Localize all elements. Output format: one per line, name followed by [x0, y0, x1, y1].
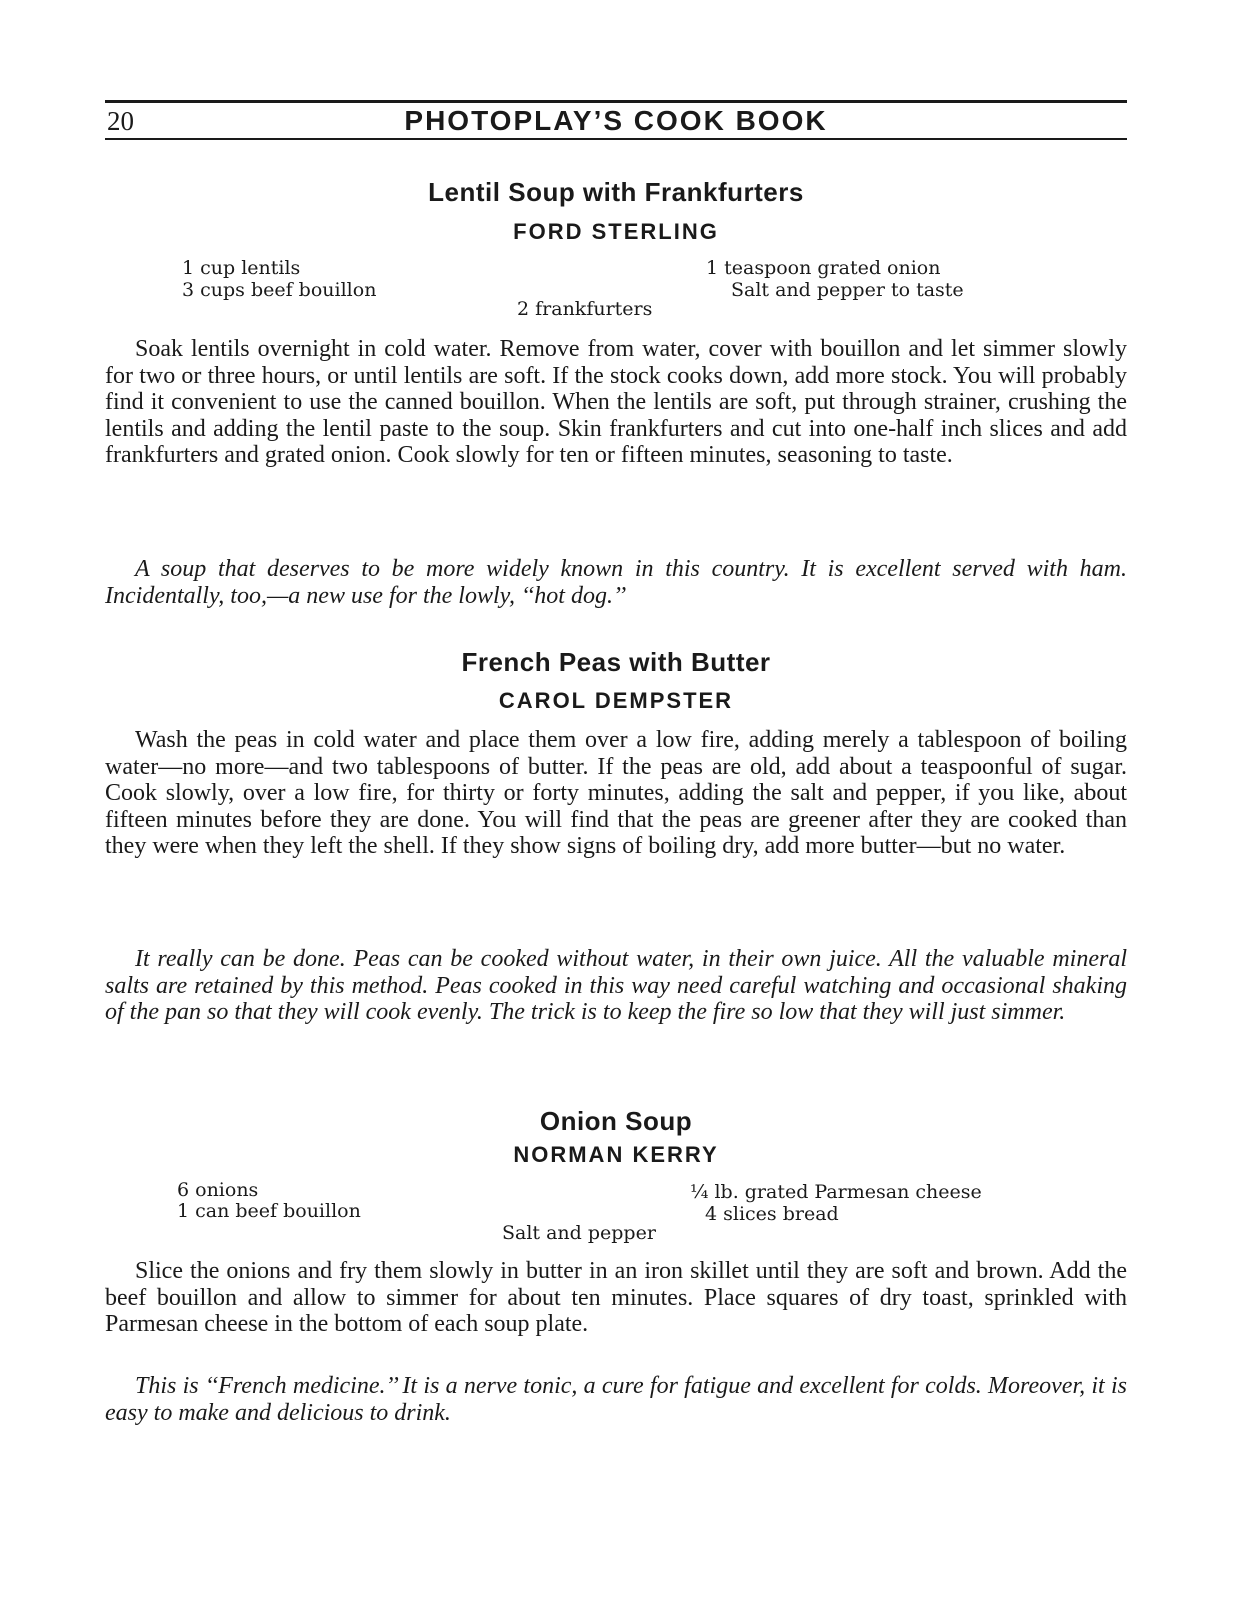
recipe-note: It really can be done. Peas can be cooked without water, in their own juice. All the valuable mineral salts are retained by this method. Peas cooked in this way need careful watching and occasional shaking of the pan so that they will cook evenly. The trick is to keep the fire so low that they will just simmer.: [105, 946, 1127, 1025]
recipe-directions: Slice the onions and fry them slowly in butter in an iron skillet until they are soft and brown. Add the beef bouillon and allow to simmer for about ten minutes. Place squares of dry toast, sprinkled with Parmesan cheese in the bottom of each soup plate.: [105, 1258, 1127, 1337]
recipe-author-carol-dempster: CAROL DEMPSTER: [498, 688, 734, 713]
ingredient-item: 3 cups beef bouillon: [182, 279, 377, 301]
ingredient-item: 1 teaspoon grated onion: [706, 257, 941, 279]
header-rule-bottom: [105, 138, 1127, 140]
recipe-note: This is ‘‘French medicine.’’ It is a nerve tonic, a cure for fatigue and excellent for colds. Moreover, it is easy to make and delicious to drink.: [105, 1373, 1127, 1426]
ingredient-item: 6 onions: [177, 1179, 259, 1201]
recipe-author-ford-sterling: FORD STERLING: [513, 219, 719, 244]
recipe-note: A soup that deserves to be more widely known in this country. It is excellent served with ham. Incidentally, too,—a new use for the lowly, ‘‘hot dog.’’: [105, 556, 1127, 609]
recipe-title-lentil-soup: Lentil Soup with Frankfurters: [428, 177, 804, 207]
ingredient-item: 1 can beef bouillon: [177, 1200, 361, 1222]
recipe-directions: Soak lentils overnight in cold water. Remove from water, cover with bouillon and let simmer slowly for two or three hours, or until lentils are soft. If the stock cooks down, add more stock. You will probably find it convenient to use the canned bouillon. When the lentils are soft, put through strainer, crushing the lentils and adding the lentil paste to the soup. Skin frankfurters and cut into one-half inch slices and add frankfurters and grated onion. Cook slowly for ten or fifteen minutes, seasoning to taste.: [105, 336, 1127, 468]
ingredient-item: 4 slices bread: [705, 1203, 839, 1225]
ingredient-item: 1 cup lentils: [182, 257, 301, 279]
ingredient-item: ¼ lb. grated Parmesan cheese: [690, 1181, 982, 1203]
ingredient-item: Salt and pepper to taste: [731, 279, 964, 301]
recipe-directions: Wash the peas in cold water and place them over a low fire, adding merely a tablespoon of boiling water—no more—and two tablespoons of butter. If the peas are old, add about a teaspoonful of sugar. Cook slowly, over a low fire, for thirty or forty minutes, adding the salt and pepper, if you like, about fifteen minutes before they are done. You will find that the peas are greener after they are cooked than they were when they left the shell. If they show signs of boiling dry, add more butter—but no water.: [105, 727, 1127, 859]
ingredient-item: Salt and pepper: [502, 1222, 656, 1244]
recipe-title-french-peas: French Peas with Butter: [461, 647, 771, 677]
page-number: 20: [107, 106, 134, 136]
recipe-author-norman-kerry: NORMAN KERRY: [513, 1142, 719, 1167]
recipe-title-onion-soup: Onion Soup: [539, 1106, 693, 1136]
running-title: PHOTOPLAY’S COOK BOOK: [404, 105, 828, 136]
ingredient-item: 2 frankfurters: [517, 298, 653, 320]
header-rule-top: [105, 100, 1127, 103]
